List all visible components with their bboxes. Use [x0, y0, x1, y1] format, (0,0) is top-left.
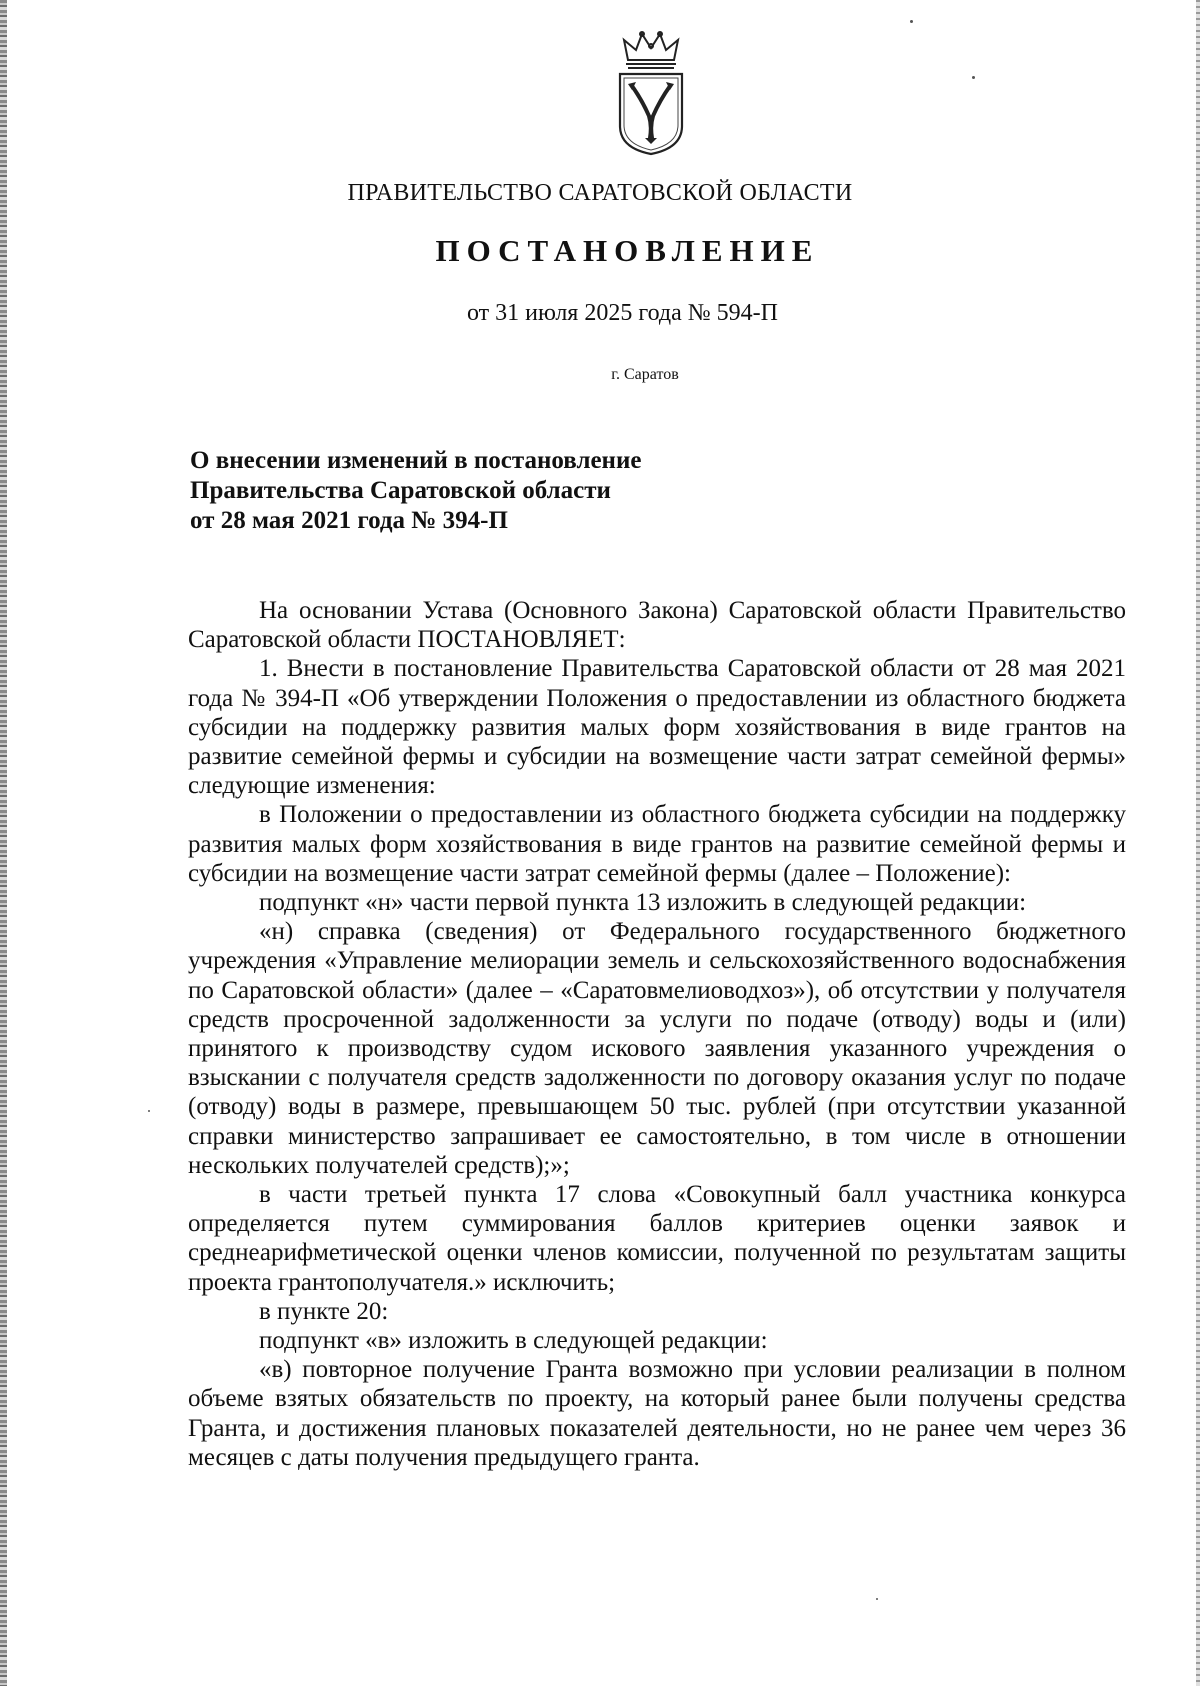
saratov-coat-of-arms-icon: [612, 30, 690, 158]
scan-speck: [876, 1598, 878, 1600]
subject-line-3: от 28 мая 2021 года № 394-П: [190, 507, 508, 534]
paragraph-regulation-changes: в Положении о предоставлении из областного бюджета субсидии на поддержку развития малых форм хозяйствования в виде грантов на развитие семейной фермы и субсидии на возмещение части затрат семейной фермы (далее – Положение):: [188, 801, 1126, 887]
paragraph-preamble: На основании Устава (Основного Закона) Саратовской области Правительство Саратовской области ПОСТАНОВЛЯЕТ:: [188, 597, 1126, 654]
scan-speck: [972, 76, 975, 79]
document-type: ПОСТАНОВЛЕНИЕ: [435, 233, 820, 268]
subject-line-2: Правительства Саратовской области: [190, 477, 611, 504]
paragraph-clause-17: в части третьей пункта 17 слова «Совокупный балл участника конкурса определяется путем суммирования баллов критериев оценки заявок и среднеарифметической оценки членов комиссии, полученной по результатам защиты проекта грантополучателя.» исключить;: [188, 1181, 1126, 1296]
document-body: [188, 596, 1126, 1472]
document-date-number: от 31 июля 2025 года № 594-П: [466, 300, 778, 326]
paragraph-clause-20: в пункте 20:: [259, 1297, 389, 1325]
scan-speck: [910, 20, 913, 23]
paragraph-subclause-v-text: «в) повторное получение Гранта возможно при условии реализации в полном объеме взятых обязательств по проекту, на который ранее были получены средства Гранта, и достижения плановых показателей деятельности, но не ранее чем через 36 месяцев с даты получения предыдущего гранта.: [188, 1356, 1126, 1471]
paragraph-subclause-n-text: «н) справка (сведения) от Федерального государственного бюджетного учреждения «Управление мелиорации земель и сельскохозяйственного водоснабжения по Саратовской области» (далее – «Саратовмелиоводхоз»), об отсутствии у получателя средств просроченной задолженности за услуги по подаче (отводу) воды и (или) принятого к производству судом искового заявления указанного учреждения о взыскании с получателя средств задолженности по договору оказания услуг по подаче (отводу) воды в размере, превышающем 50 тыс. рублей (при отсутствии указанной справки министерство запрашивает ее самостоятельно, в том числе в отношении нескольких получателей средств);»;: [188, 918, 1126, 1179]
scan-speck: [148, 1110, 150, 1112]
subject-line-1: О внесении изменений в постановление: [190, 447, 642, 474]
document-city: г. Саратов: [611, 366, 679, 383]
paragraph-subclause-n: подпункт «н» части первой пункта 13 изложить в следующей редакции:: [259, 889, 1027, 917]
document-subject: [190, 446, 790, 536]
paragraph-item-1: 1. Внести в постановление Правительства Саратовской области от 28 мая 2021 года № 394-П «Об утверждении Положения о предоставлении из областного бюджета субсидии на поддержку развития малых форм хозяйствования в виде грантов на развитие семейной фермы и субсидии на возмещение части затрат семейной фермы» следующие изменения:: [188, 655, 1126, 800]
government-name: ПРАВИТЕЛЬСТВО САРАТОВСКОЙ ОБЛАСТИ: [347, 180, 853, 206]
paragraph-subclause-v: подпункт «в» изложить в следующей редакции:: [259, 1327, 768, 1355]
